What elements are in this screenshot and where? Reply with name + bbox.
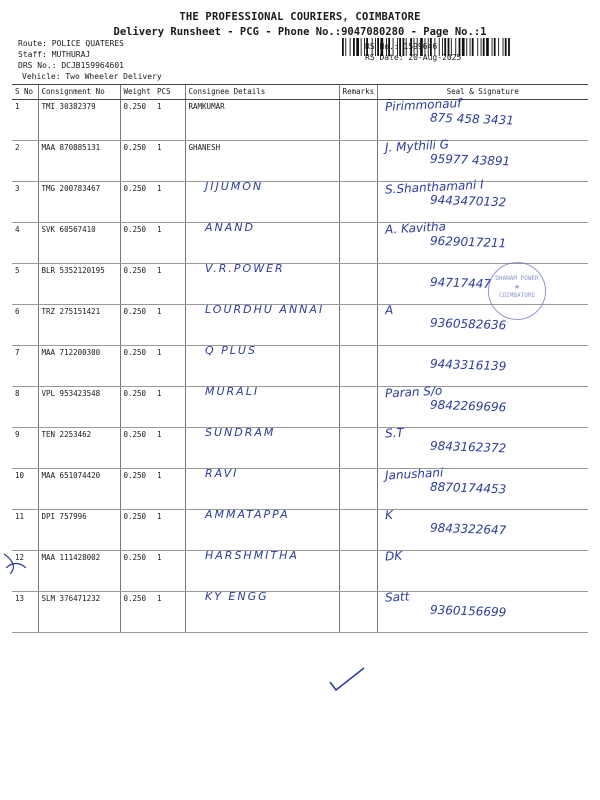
drs-label: DRS No.: DCJB159964601 <box>18 61 124 70</box>
cell-consignment: VPL 953423548 <box>38 387 120 428</box>
rs-no-label: RS No.: 1599646 <box>365 42 438 51</box>
handwritten-consignee: RAVI <box>205 467 239 480</box>
cell-pcs: 1 <box>154 510 185 551</box>
cell-weight: 0.250 <box>120 387 154 428</box>
cell-consignment: SLM 376471232 <box>38 592 120 633</box>
handwritten-phone: 95977 43891 <box>429 151 511 169</box>
cell-remarks <box>339 387 377 428</box>
handwritten-signature: A. Kavitha <box>384 219 447 237</box>
handwritten-phone: 94717447 <box>429 274 492 292</box>
col-consignee: Consignee Details <box>185 85 339 100</box>
cell-remarks <box>339 551 377 592</box>
col-sno: S No <box>12 85 38 100</box>
cell-weight: 0.250 <box>120 551 154 592</box>
cell-pcs: 1 <box>154 592 185 633</box>
col-consignment: Consignment No <box>38 85 120 100</box>
handwritten-phone: 9842269696 <box>429 397 507 415</box>
cell-sno: 2 <box>12 141 38 182</box>
cell-pcs: 1 <box>154 469 185 510</box>
cell-sno: 3 <box>12 182 38 223</box>
cell-sno: 11 <box>12 510 38 551</box>
cell-pcs: 1 <box>154 346 185 387</box>
handwritten-consignee: SUNDRAM <box>205 426 276 439</box>
cell-sno: 12 <box>12 551 38 592</box>
handwritten-signature: DK <box>384 548 403 564</box>
cell-remarks <box>339 100 377 141</box>
handwritten-consignee: HARSHMITHA <box>205 549 299 562</box>
cell-consignment: SVK 60567410 <box>38 223 120 264</box>
cell-remarks <box>339 428 377 469</box>
runsheet-subtitle: Delivery Runsheet - PCG - Phone No.:9047080280 - Page No.:1 <box>113 26 487 38</box>
cell-sno: 8 <box>12 387 38 428</box>
cell-pcs: 1 <box>154 100 185 141</box>
handwritten-consignee: ANAND <box>205 221 255 234</box>
rs-date-label: RS Date: 20-Aug-2025 <box>365 53 462 62</box>
handwritten-consignee: LOURDHU ANNAI <box>205 303 325 316</box>
stamp-text-1: DHANAM POWER <box>495 275 539 282</box>
handwritten-consignee: MURALI <box>205 385 260 398</box>
cell-pcs: 1 <box>154 223 185 264</box>
cell-remarks <box>339 469 377 510</box>
cell-pcs: 1 <box>154 428 185 469</box>
cell-remarks <box>339 510 377 551</box>
cell-consignment: BLR 5352120195 <box>38 264 120 305</box>
handwritten-phone: 8870174453 <box>429 479 507 497</box>
cell-sno: 9 <box>12 428 38 469</box>
col-signature: Seal & Signature <box>377 85 588 100</box>
handwritten-signature: S.Shanthamani I <box>384 177 484 197</box>
cell-weight: 0.250 <box>120 223 154 264</box>
cell-weight: 0.250 <box>120 264 154 305</box>
handwritten-phone: 9360156699 <box>429 602 507 620</box>
cell-signature <box>377 548 588 592</box>
cell-pcs: 1 <box>154 387 185 428</box>
handwritten-signature: Paran S/o <box>384 383 443 401</box>
cell-weight: 0.250 <box>120 182 154 223</box>
cell-sno: 5 <box>12 264 38 305</box>
cell-consignment: TEN 2253462 <box>38 428 120 469</box>
cell-sno: 13 <box>12 592 38 633</box>
handwritten-consignee: V.R.POWER <box>205 262 285 275</box>
table-header-row <box>12 85 588 100</box>
cell-sno: 7 <box>12 346 38 387</box>
cell-weight: 0.250 <box>120 305 154 346</box>
company-title: THE PROFESSIONAL COURIERS, COIMBATORE <box>179 11 421 23</box>
handwritten-phone: 9360582636 <box>429 315 507 333</box>
handwritten-phone: 9843322647 <box>429 520 507 538</box>
cell-weight: 0.250 <box>120 592 154 633</box>
cell-weight: 0.250 <box>120 141 154 182</box>
cell-remarks <box>339 264 377 305</box>
col-pcs: PCS <box>154 85 185 100</box>
margin-mark-12 <box>0 548 30 578</box>
handwritten-phone: 875 458 3431 <box>429 110 515 128</box>
cell-consignee: GHANESH <box>185 141 339 182</box>
cell-pcs: 1 <box>154 264 185 305</box>
cell-sno: 10 <box>12 469 38 510</box>
cell-remarks <box>339 223 377 264</box>
cell-remarks <box>339 346 377 387</box>
cell-sno: 1 <box>12 100 38 141</box>
cell-pcs: 1 <box>154 182 185 223</box>
handwritten-phone: 9629017211 <box>429 233 507 251</box>
cell-weight: 0.250 <box>120 428 154 469</box>
handwritten-consignee: JIJUMON <box>205 180 264 193</box>
handwritten-signature: K <box>384 507 394 523</box>
cell-consignment: MAA 651074420 <box>38 469 120 510</box>
cell-pcs: 1 <box>154 141 185 182</box>
cell-pcs: 1 <box>154 305 185 346</box>
handwritten-phone: 9443316139 <box>429 356 507 374</box>
cell-consignment: TRZ 275151421 <box>38 305 120 346</box>
handwritten-signature: A <box>384 302 394 318</box>
cell-consignment: DPI 757996 <box>38 510 120 551</box>
cell-remarks <box>339 592 377 633</box>
cell-weight: 0.250 <box>120 510 154 551</box>
stamp-text-2: COIMBATORE <box>498 292 536 299</box>
company-stamp <box>488 262 546 320</box>
handwritten-consignee: AMMATAPPA <box>205 508 290 521</box>
cell-consignment: MAA 870885131 <box>38 141 120 182</box>
handwritten-consignee: KY ENGG <box>205 590 269 603</box>
cell-weight: 0.250 <box>120 100 154 141</box>
cell-consignment: TMI 30382379 <box>38 100 120 141</box>
cell-consignee: RAMKUMAR <box>185 100 339 141</box>
handwritten-signature: Pirimmonauf <box>384 96 462 114</box>
handwritten-signature: Janushani <box>384 465 444 483</box>
table-row <box>12 551 588 592</box>
handwritten-signature: J. Mythili G <box>384 137 450 155</box>
vehicle-label: Vehicle: Two Wheeler Delivery <box>22 72 162 81</box>
stamp-star: ★ <box>514 282 520 292</box>
cell-sno: 6 <box>12 305 38 346</box>
cell-consignment: MAA 111428002 <box>38 551 120 592</box>
handwritten-consignee: Q PLUS <box>205 344 257 357</box>
cell-remarks <box>339 305 377 346</box>
handwritten-phone: 9843162372 <box>429 438 507 456</box>
final-check-mark <box>320 660 370 700</box>
cell-remarks <box>339 182 377 223</box>
cell-consignment: MAA 712200300 <box>38 346 120 387</box>
route-label: Route: POLICE QUATERES <box>18 39 124 48</box>
cell-sno: 4 <box>12 223 38 264</box>
col-remarks: Remarks <box>339 85 377 100</box>
col-weight: Weight <box>120 85 154 100</box>
handwritten-signature: S.T <box>384 425 405 441</box>
cell-pcs: 1 <box>154 551 185 592</box>
cell-consignment: TMG 200783467 <box>38 182 120 223</box>
cell-weight: 0.250 <box>120 469 154 510</box>
staff-label: Staff: MUTHURAJ <box>18 50 91 59</box>
handwritten-phone: 9443470132 <box>429 192 507 210</box>
handwritten-signature: Satt <box>384 589 410 605</box>
cell-remarks <box>339 141 377 182</box>
cell-weight: 0.250 <box>120 346 154 387</box>
